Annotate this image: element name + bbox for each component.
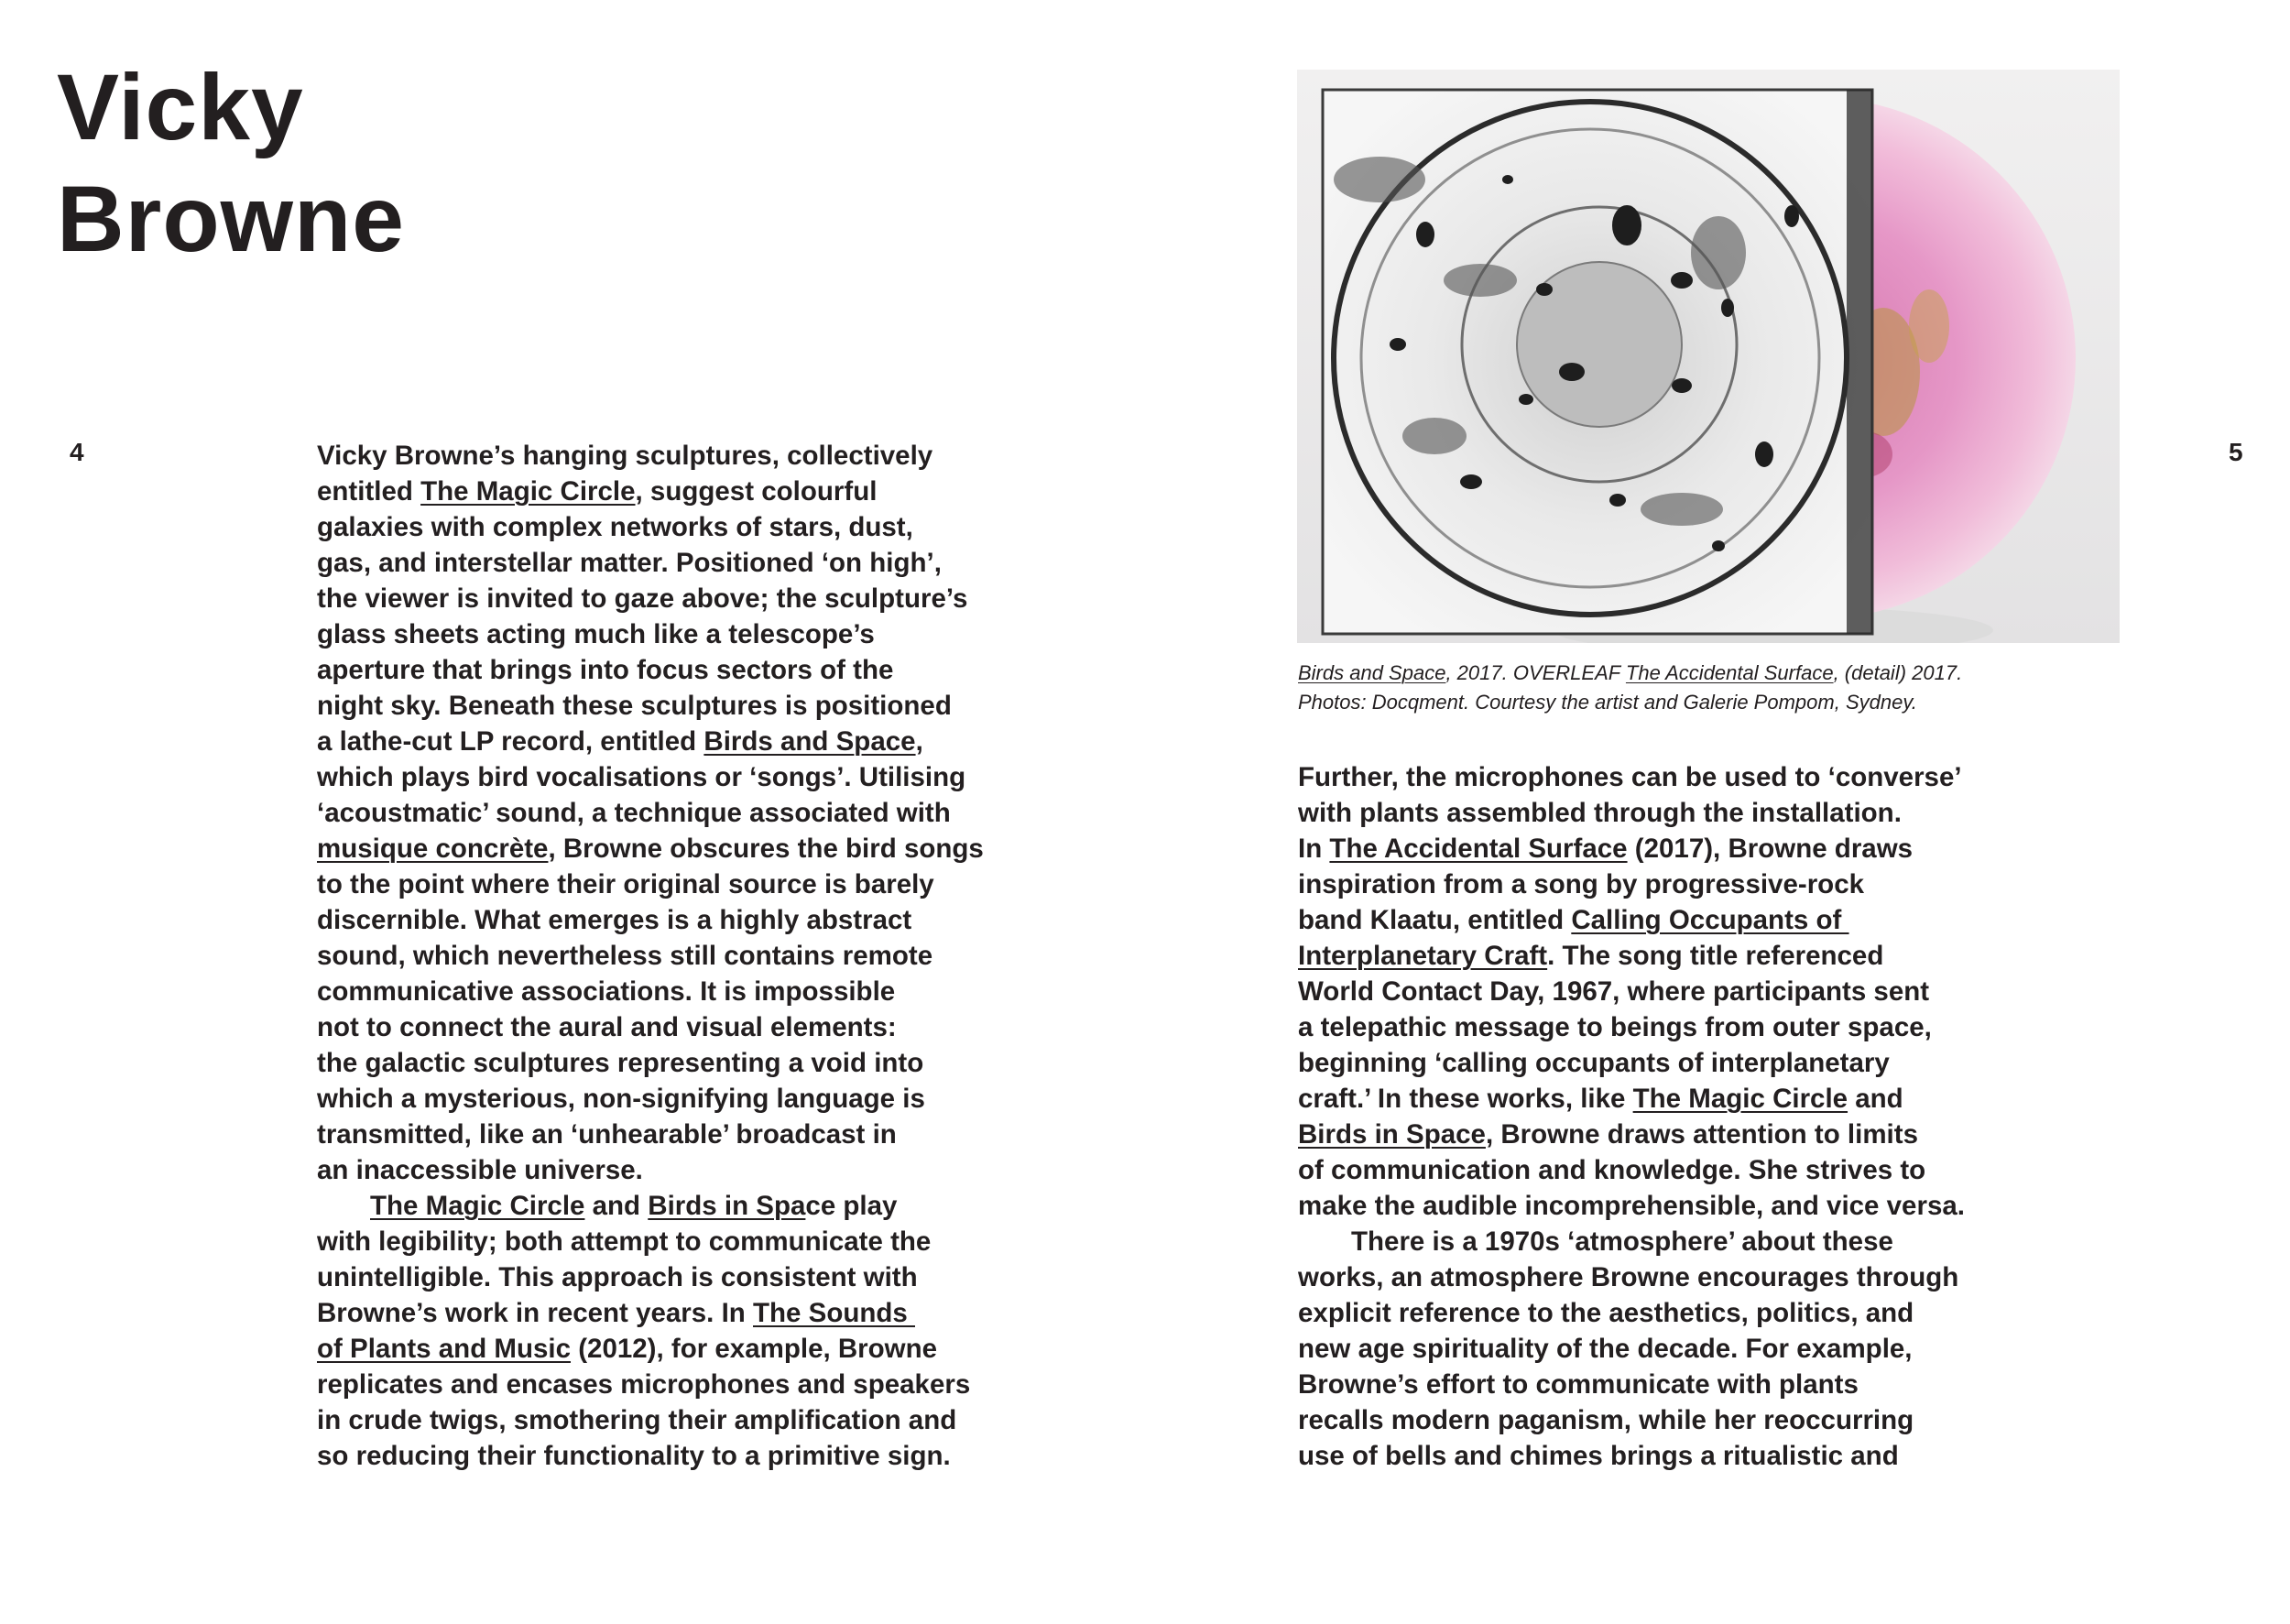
- text-line: entitled The Magic Circle, suggest colourful: [317, 476, 878, 507]
- text-line: so reducing their functionality to a primitive sign.: [317, 1441, 951, 1471]
- term-link: musique concrète: [317, 834, 549, 864]
- text-line: galaxies with complex networks of stars, dust,: [317, 512, 913, 542]
- text-line: with legibility; both attempt to communicate the: [317, 1226, 932, 1257]
- photo-caption: [1298, 659, 1962, 717]
- caption-line-1: Birds and Space, 2017. OVERLEAF The Accidental Surface, (detail) 2017.: [1298, 661, 1963, 684]
- work-title-link: The Magic Circle: [1632, 1084, 1848, 1114]
- text-line: Vicky Browne’s hanging sculptures, collectively: [317, 441, 933, 471]
- text-line: an inaccessible universe.: [317, 1155, 643, 1185]
- text-line: of communication and knowledge. She strives to: [1298, 1155, 1926, 1185]
- caption-work-title: Birds and Space: [1298, 661, 1446, 684]
- text-line: night sky. Beneath these sculptures is positioned: [317, 691, 952, 721]
- text-line: in crude twigs, smothering their amplification and: [317, 1405, 957, 1435]
- text-line: of Plants and Music (2012), for example, Browne: [317, 1334, 938, 1364]
- text-line: explicit reference to the aesthetics, politics, and: [1298, 1298, 1914, 1328]
- title-line-2: Browne: [57, 167, 406, 271]
- paragraph-1: [317, 438, 1031, 1188]
- text-line: which a mysterious, non-signifying language is: [317, 1084, 925, 1114]
- text-line: a lathe-cut LP record, entitled Birds and Space,: [317, 726, 923, 757]
- text-line: aperture that brings into focus sectors of the: [317, 655, 894, 685]
- text-line: new age spirituality of the decade. For example,: [1298, 1334, 1913, 1364]
- page-number-left: 4: [70, 438, 84, 466]
- text-line: unintelligible. This approach is consistent with: [317, 1262, 918, 1292]
- text-line: Browne’s work in recent years. In The Sounds: [317, 1298, 915, 1328]
- text-line: craft.’ In these works, like The Magic Circle and: [1298, 1084, 1903, 1114]
- work-title-link: The Accidental Surface: [1329, 834, 1628, 864]
- text-line: Birds in Space, Browne draws attention to limits: [1298, 1119, 1918, 1150]
- text-line: the viewer is invited to gaze above; the sculpture’s: [317, 583, 968, 614]
- text-line: replicates and encases microphones and speakers: [317, 1369, 971, 1400]
- artwork-photo: [1297, 70, 2120, 643]
- text-line: gas, and interstellar matter. Positioned ‘on high’,: [317, 548, 942, 578]
- text-line: musique concrète, Browne obscures the bird songs: [317, 834, 984, 864]
- text-line: beginning ‘calling occupants of interplanetary: [1298, 1048, 1890, 1078]
- title-line-1: Vicky: [57, 55, 304, 159]
- text-line: with plants assembled through the installation.: [1298, 798, 1902, 828]
- text-line: which plays bird vocalisations or ‘songs’. Utilising: [317, 762, 966, 792]
- text-line: discernible. What emerges is a highly abstract: [317, 905, 912, 935]
- text-line: Interplanetary Craft. The song title referenced: [1298, 941, 1884, 971]
- text-line: band Klaatu, entitled Calling Occupants of: [1298, 905, 1849, 935]
- caption-line-2: Photos: Docqment. Courtesy the artist and Galerie Pompom, Sydney.: [1298, 691, 1917, 714]
- work-title-link: Birds and Space: [703, 726, 916, 757]
- caption-work-title: The Accidental Surface: [1625, 661, 1834, 684]
- work-title-link: The Sounds: [753, 1298, 915, 1328]
- text-line: glass sheets acting much like a telescope’s: [317, 619, 875, 649]
- text-line: Further, the microphones can be used to ‘converse’: [1298, 762, 1962, 792]
- text-line: World Contact Day, 1967, where participants sent: [1298, 976, 1930, 1007]
- text-line: recalls modern paganism, while her reoccurring: [1298, 1405, 1914, 1435]
- text-line: use of bells and chimes brings a ritualistic and: [1298, 1441, 1899, 1471]
- work-title-link: Birds in Spa: [648, 1191, 806, 1221]
- text-line: to the point where their original source is barely: [317, 869, 934, 899]
- text-line: There is a 1970s ‘atmosphere’ about these: [1351, 1226, 1893, 1257]
- paragraph-4: [1298, 1224, 2012, 1474]
- text-line: ‘acoustmatic’ sound, a technique associated with: [317, 798, 951, 828]
- work-title-link: Interplanetary Craft: [1298, 941, 1548, 971]
- work-title-link: The Magic Circle: [370, 1191, 585, 1221]
- page-number-right: 5: [2229, 438, 2243, 466]
- work-title-link: Calling Occupants of: [1571, 905, 1849, 935]
- work-title-link: The Magic Circle: [420, 476, 636, 507]
- text-line: In The Accidental Surface (2017), Browne draws: [1298, 834, 1914, 864]
- paragraph-2: [317, 1188, 1031, 1474]
- paragraph-3: [1298, 759, 2012, 1224]
- body-text-right: [1298, 759, 2012, 1474]
- text-line: communicative associations. It is impossible: [317, 976, 896, 1007]
- text-line: works, an atmosphere Browne encourages through: [1298, 1262, 1959, 1292]
- text-line: sound, which nevertheless still contains remote: [317, 941, 933, 971]
- page-title: [57, 51, 405, 275]
- record-artwork-image: [1297, 70, 2120, 643]
- text-line: a telepathic message to beings from outer space,: [1298, 1012, 1932, 1042]
- text-line: not to connect the aural and visual elements:: [317, 1012, 897, 1042]
- body-text-left: [317, 438, 1031, 1474]
- text-line: the galactic sculptures representing a void into: [317, 1048, 924, 1078]
- work-title-link: Birds in Space: [1298, 1119, 1486, 1150]
- text-line: make the audible incomprehensible, and vice versa.: [1298, 1191, 1965, 1221]
- text-line: transmitted, like an ‘unhearable’ broadcast in: [317, 1119, 897, 1150]
- work-title-link: of Plants and Music: [317, 1334, 572, 1364]
- text-line: Browne’s effort to communicate with plants: [1298, 1369, 1859, 1400]
- text-line: inspiration from a song by progressive-rock: [1298, 869, 1865, 899]
- text-line: The Magic Circle and Birds in Space play: [370, 1191, 898, 1221]
